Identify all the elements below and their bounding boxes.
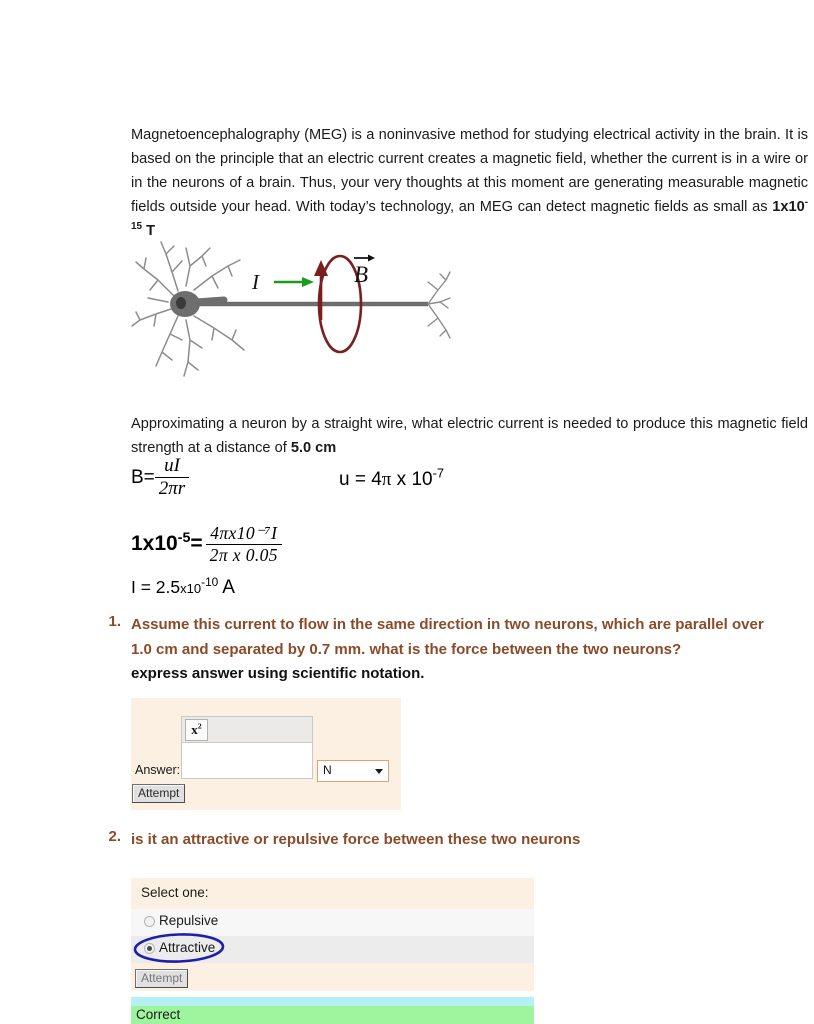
answer-label: Answer: bbox=[135, 763, 181, 777]
attempt-button-q2[interactable]: Attempt bbox=[135, 969, 188, 988]
current-label-I: I bbox=[252, 270, 259, 294]
option-label-repulsive: Repulsive bbox=[159, 913, 219, 928]
question-1-line2: over 1.0 cm and separated by 0.7 mm. what is the force between the two neurons? bbox=[131, 616, 764, 658]
unit-select[interactable] bbox=[317, 760, 389, 782]
question-2 bbox=[95, 828, 785, 853]
permeability-definition: u = 4π x $10^{-7}$ bbox=[339, 465, 445, 490]
intro-paragraph bbox=[131, 123, 808, 244]
equation-fraction: $\frac{\text{4πx10⁻⁷I}}{\text{2π x 0.05}}$ bbox=[206, 523, 282, 565]
radio-attractive[interactable] bbox=[144, 943, 155, 954]
feedback-correct-label: Correct bbox=[136, 1007, 181, 1022]
answer-input[interactable] bbox=[182, 743, 312, 778]
neuron-figure bbox=[128, 236, 453, 382]
field-label-B bbox=[354, 255, 375, 288]
current-result: $I = 2.5x10^{-10}$ A bbox=[131, 575, 235, 598]
math-editor[interactable] bbox=[181, 716, 313, 779]
meg-sensitivity-value: $1x10^{-15}$ T bbox=[131, 197, 808, 240]
option-row-attractive[interactable] bbox=[131, 936, 534, 963]
axon-terminals bbox=[428, 272, 450, 338]
attempt-button-q2-wrap bbox=[135, 969, 188, 988]
select-one-label: Select one: bbox=[141, 885, 209, 900]
answer-panel-q1 bbox=[131, 698, 401, 810]
question-prompt: Approximating a neuron by a straight wire, what electric current is needed to produce this magnetic field strength at a distance of 5.0 cm bbox=[131, 415, 808, 456]
neuron-diagram-svg bbox=[128, 236, 453, 382]
chevron-down-icon bbox=[375, 769, 383, 774]
superscript-icon[interactable]: $x^2$ bbox=[185, 719, 208, 741]
substituted-equation bbox=[131, 523, 282, 565]
question-1-line1: Assume this current to flow in the same direction in two neurons, which are parallel bbox=[131, 616, 728, 633]
option-label-attractive: Attractive bbox=[159, 940, 216, 955]
radio-repulsive[interactable] bbox=[144, 916, 155, 927]
unit-select-value: N bbox=[323, 763, 332, 777]
current-arrow-green bbox=[274, 277, 314, 287]
formula-fraction: $\frac{uI}{2\pi r}$ bbox=[155, 455, 189, 501]
question-1-number: 1. bbox=[108, 613, 121, 630]
question-1 bbox=[95, 613, 785, 687]
feedback-divider bbox=[131, 997, 534, 1006]
equation-lhs: $1x10^{-5}=$ bbox=[131, 530, 203, 556]
math-editor-toolbar bbox=[182, 717, 312, 743]
question-1-text bbox=[131, 613, 785, 687]
formula-lhs: B= bbox=[131, 466, 155, 488]
question-2-text bbox=[131, 828, 785, 853]
choice-panel-q2 bbox=[131, 878, 534, 991]
distance-value: 5.0 cm bbox=[290, 439, 337, 456]
attempt-button-q1-wrap bbox=[132, 784, 185, 803]
question-2-number: 2. bbox=[108, 828, 121, 845]
attempt-button-q1[interactable]: Attempt bbox=[132, 784, 185, 803]
axon-hillock bbox=[196, 300, 224, 302]
intro-text: Magnetoencephalography (MEG) is a noninvasive method for studying electrical activity in the brain. It is based on the principle that an electric current creates a magnetic field, whether the current is in a wire or in the neurons of a brain. Thus, your very thoughts at this moment are generating measurable magnetic fields outside your head. With today’s technology, an MEG can detect magnetic fields as small as bbox=[131, 126, 808, 216]
option-row-repulsive[interactable] bbox=[131, 909, 534, 936]
svg-text:B: B bbox=[354, 262, 369, 287]
feedback-correct-bar bbox=[131, 1006, 534, 1024]
meg-sensitivity-exponent: -15 bbox=[131, 197, 808, 233]
question-1-line3: express answer using scientific notation. bbox=[131, 665, 425, 682]
formula-b-field bbox=[131, 455, 189, 501]
question-2-line1: is it an attractive or repulsive force between these two neurons bbox=[131, 831, 581, 848]
